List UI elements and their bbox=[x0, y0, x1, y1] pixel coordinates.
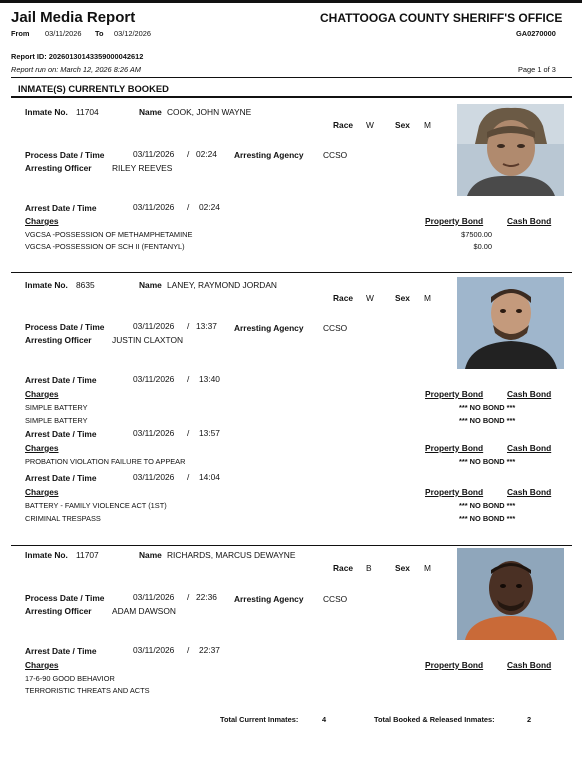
arrest-label: Arrest Date / Time bbox=[25, 375, 97, 385]
mugshot-photo bbox=[457, 277, 564, 369]
report-run-on: Report run on: March 12, 2026 8:26 AM bbox=[11, 65, 141, 74]
cash-bond-label: Cash Bond bbox=[507, 660, 552, 670]
section-title: INMATE(S) CURRENTLY BOOKED bbox=[18, 83, 169, 94]
charge-text: VGCSA -POSSESSION OF SCH II (FENTANYL) bbox=[25, 242, 185, 251]
to-label: To bbox=[95, 29, 104, 38]
total-booked-label: Total Booked & Released Inmates: bbox=[374, 715, 495, 724]
charge-text: PROBATION VIOLATION FAILURE TO APPEAR bbox=[25, 457, 186, 466]
charges-label: Charges bbox=[25, 443, 59, 453]
process-label: Process Date / Time bbox=[25, 150, 105, 160]
slash: / bbox=[187, 202, 190, 212]
property-bond-label: Property Bond bbox=[425, 389, 484, 399]
process-date: 03/11/2026 bbox=[133, 321, 175, 331]
cash-bond-label: Cash Bond bbox=[507, 389, 552, 399]
charge-text: CRIMINAL TRESPASS bbox=[25, 514, 101, 523]
officer-label: Arresting Officer bbox=[25, 335, 92, 345]
arrest-label: Arrest Date / Time bbox=[25, 429, 97, 439]
agency-value: CCSO bbox=[323, 150, 348, 160]
property-bond-label: Property Bond bbox=[425, 216, 484, 226]
process-label: Process Date / Time bbox=[25, 593, 105, 603]
property-bond-label: Property Bond bbox=[425, 487, 484, 497]
process-time: 13:37 bbox=[196, 321, 217, 331]
bond-amount: *** NO BOND *** bbox=[459, 416, 516, 425]
sex-label: Sex bbox=[395, 293, 410, 303]
sex-value: M bbox=[424, 293, 431, 303]
arrest-label: Arrest Date / Time bbox=[25, 646, 97, 656]
inmate-no-label: Inmate No. bbox=[25, 280, 68, 290]
officer-value: JUSTIN CLAXTON bbox=[112, 335, 184, 345]
report-id: Report ID: 20260130143359000042612 bbox=[11, 52, 144, 61]
inmate-name: LANEY, RAYMOND JORDAN bbox=[167, 280, 277, 290]
cash-bond-label: Cash Bond bbox=[507, 216, 552, 226]
page-number: Page 1 of 3 bbox=[518, 65, 556, 74]
officer-value: ADAM DAWSON bbox=[112, 606, 176, 616]
arrest-date: 03/11/2026 bbox=[133, 202, 175, 212]
bond-amount: *** NO BOND *** bbox=[459, 514, 516, 523]
name-label: Name bbox=[139, 280, 162, 290]
mugshot-photo bbox=[457, 104, 564, 196]
from-date: 03/11/2026 bbox=[45, 29, 82, 38]
charge-text: 17-6-90 GOOD BEHAVIOR bbox=[25, 674, 115, 683]
total-current-value: 4 bbox=[322, 715, 327, 724]
bond-amount: $7500.00 bbox=[461, 230, 492, 239]
officer-label: Arresting Officer bbox=[25, 606, 92, 616]
cash-bond-label: Cash Bond bbox=[507, 443, 552, 453]
race-label: Race bbox=[333, 293, 354, 303]
agency-code: GA0270000 bbox=[516, 29, 556, 38]
slash: / bbox=[187, 645, 190, 655]
charges-label: Charges bbox=[25, 389, 59, 399]
race-label: Race bbox=[333, 120, 354, 130]
slash: / bbox=[187, 321, 190, 331]
record-divider bbox=[11, 272, 572, 273]
arrest-time: 14:04 bbox=[199, 472, 220, 482]
sex-label: Sex bbox=[395, 563, 410, 573]
charges-label: Charges bbox=[25, 487, 59, 497]
arrest-date: 03/11/2026 bbox=[133, 374, 175, 384]
charges-label: Charges bbox=[25, 216, 59, 226]
arrest-label: Arrest Date / Time bbox=[25, 203, 97, 213]
arrest-date: 03/11/2026 bbox=[133, 472, 175, 482]
race-value: W bbox=[366, 120, 374, 130]
arrest-label: Arrest Date / Time bbox=[25, 473, 97, 483]
process-label: Process Date / Time bbox=[25, 322, 105, 332]
report-title: Jail Media Report bbox=[11, 9, 136, 26]
name-label: Name bbox=[139, 550, 162, 560]
slash: / bbox=[187, 428, 190, 438]
inmate-name: COOK, JOHN WAYNE bbox=[167, 107, 252, 117]
charge-text: BATTERY - FAMILY VIOLENCE ACT (1ST) bbox=[25, 501, 167, 510]
bond-amount: *** NO BOND *** bbox=[459, 457, 516, 466]
sex-value: M bbox=[424, 563, 431, 573]
process-date: 03/11/2026 bbox=[133, 592, 175, 602]
race-value: B bbox=[366, 563, 372, 573]
sex-label: Sex bbox=[395, 120, 410, 130]
property-bond-label: Property Bond bbox=[425, 660, 484, 670]
slash: / bbox=[187, 149, 190, 159]
inmate-no: 11704 bbox=[76, 107, 99, 117]
arrest-time: 02:24 bbox=[199, 202, 220, 212]
process-time: 02:24 bbox=[196, 149, 217, 159]
race-label: Race bbox=[333, 563, 354, 573]
total-current-label: Total Current Inmates: bbox=[220, 715, 299, 724]
slash: / bbox=[187, 472, 190, 482]
property-bond-label: Property Bond bbox=[425, 443, 484, 453]
to-date: 03/12/2026 bbox=[114, 29, 151, 38]
office-name: CHATTOOGA COUNTY SHERIFF'S OFFICE bbox=[320, 11, 563, 25]
arrest-date: 03/11/2026 bbox=[133, 645, 175, 655]
agency-value: CCSO bbox=[323, 594, 348, 604]
section-rule-bottom bbox=[11, 96, 572, 98]
slash: / bbox=[187, 374, 190, 384]
bond-amount: *** NO BOND *** bbox=[459, 501, 516, 510]
inmate-no: 11707 bbox=[76, 550, 99, 560]
slash: / bbox=[187, 592, 190, 602]
record-divider bbox=[11, 545, 572, 546]
officer-value: RILEY REEVES bbox=[112, 163, 173, 173]
inmate-no-label: Inmate No. bbox=[25, 107, 68, 117]
agency-label: Arresting Agency bbox=[234, 594, 304, 604]
process-time: 22:36 bbox=[196, 592, 217, 602]
inmate-no-label: Inmate No. bbox=[25, 550, 68, 560]
charge-text: SIMPLE BATTERY bbox=[25, 416, 88, 425]
section-rule-top bbox=[11, 77, 572, 78]
bond-amount: $0.00 bbox=[473, 242, 492, 251]
bond-amount: *** NO BOND *** bbox=[459, 403, 516, 412]
top-rule bbox=[0, 0, 582, 3]
arrest-time: 22:37 bbox=[199, 645, 220, 655]
charge-text: TERRORISTIC THREATS AND ACTS bbox=[25, 686, 150, 695]
charges-label: Charges bbox=[25, 660, 59, 670]
mugshot-photo bbox=[457, 548, 564, 640]
officer-label: Arresting Officer bbox=[25, 163, 92, 173]
race-value: W bbox=[366, 293, 374, 303]
sex-value: M bbox=[424, 120, 431, 130]
process-date: 03/11/2026 bbox=[133, 149, 175, 159]
charge-text: SIMPLE BATTERY bbox=[25, 403, 88, 412]
agency-value: CCSO bbox=[323, 323, 348, 333]
inmate-name: RICHARDS, MARCUS DEWAYNE bbox=[167, 550, 296, 560]
cash-bond-label: Cash Bond bbox=[507, 487, 552, 497]
inmate-no: 8635 bbox=[76, 280, 95, 290]
from-label: From bbox=[11, 29, 30, 38]
arrest-time: 13:57 bbox=[199, 428, 220, 438]
charge-text: VGCSA -POSSESSION OF METHAMPHETAMINE bbox=[25, 230, 193, 239]
arrest-time: 13:40 bbox=[199, 374, 220, 384]
agency-label: Arresting Agency bbox=[234, 150, 304, 160]
name-label: Name bbox=[139, 107, 162, 117]
total-booked-value: 2 bbox=[527, 715, 532, 724]
arrest-date: 03/11/2026 bbox=[133, 428, 175, 438]
agency-label: Arresting Agency bbox=[234, 323, 304, 333]
